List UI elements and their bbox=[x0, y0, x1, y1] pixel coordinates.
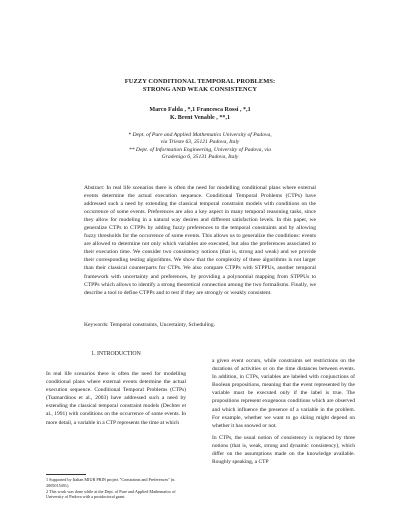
intro-paragraph: In CTPs, the usual notion of consistency is replaced by three notions (that is, weak, strong and dynamic consistency), which differ on the assumptions made on the knowledge available. Roughly speaking, a CTP bbox=[212, 434, 355, 466]
affiliation-line: via Trieste 63, 35121 Padova, Italy bbox=[160, 139, 240, 146]
affiliation-line: Gradenigo 6, 35131 Padova, Italy bbox=[161, 154, 239, 161]
keywords: Keywords: Temporal constraints, Uncertainty, Scheduling. bbox=[84, 322, 216, 328]
author-list bbox=[60, 106, 340, 122]
footnote: 1 Supported by Italian MIUR PRIN project "Constraints and Preferences" (n. 2005015491). bbox=[46, 477, 176, 488]
paper-title bbox=[60, 78, 340, 95]
title-line: STRONG AND WEAK CONSISTENCY bbox=[142, 86, 258, 94]
affiliation-line: * Dept. of Pure and Applied Mathematics University of Padova, bbox=[128, 132, 272, 138]
author-line: Marco Falda , *,1 Francesca Rossi , *,1 bbox=[149, 107, 251, 113]
intro-paragraph: a given event occurs, while constraints set restrictions on the durations of activities or on the time distances between events. In addition, in CTPs, variables are labeled with conjunctions of Boolean propositions, meaning that the event represented by the variable must be executed only if the label is true. The propositions represent exogenous conditions which are observed and which influence the presence of a variable in the problem. For example, whether we want to go skiing might depend on whether it has snowed or not. bbox=[212, 358, 355, 429]
footnotes bbox=[46, 477, 186, 500]
intro-right-column bbox=[212, 357, 355, 470]
section-heading: 1. INTRODUCTION bbox=[91, 351, 141, 357]
intro-left-column: In real life scenarios there is often the need for modelling conditional plans where external events determine the actual execution sequence. Conditional Temporal Problems (CTPs) (Tsamardinos et al., 2003) have addressed such a need by extending the classical temporal constraint models (Dechter et al., 1991) with conditions on the occurrence of some events. In more detail, a variable in a CTP represents the time at which bbox=[46, 371, 186, 426]
abstract: Abstract: In real life scenarios there is often the need for modelling conditional plans where external events determine the actual execution sequence. Conditional Temporal Problems (CTPs) have addressed such a need by extending the classical temporal constraint models with conditions on the occurrence of some events. Preferences are also a key aspect in many temporal reasoning tasks, since they allow for modeling in a natural way desires and different satisfaction levels. In this paper, we generalize CTPs to CTPPs by adding fuzzy preferences to the temporal constraints and by allowing fuzzy thresholds for the occurrence of some events. This allows us to generalize the conditions: events are allowed to determine not only which variables are executed, but also the preferences associated to their execution time. We consider two consistency notions (that is, strong and weak) and we provide their corresponding testing algorithms. We show that the complexity of these algorithms is not larger than their classical counterparts for CTPs. We also compare CTPPs with STPPUs, another temporal framework with uncertainty and preferences, by providing a polynomial mapping from STPPUs to CTPPs which allows to identify a strong theoretical connection among the two formalisms. Finally, we describe a tool to define CTPPs and to test if they are strongly or weakly consistent. bbox=[84, 185, 316, 296]
affiliation-line: ** Dept. of Information Engineering, University of Padova, via bbox=[128, 146, 272, 153]
footnote-divider bbox=[46, 474, 86, 475]
title-line: FUZZY CONDITIONAL TEMPORAL PROBLEMS: bbox=[124, 78, 276, 85]
footnote: 2 This work was done while at the Dept. of Pure and Applied Mathematics of University of Padova with a postdoctoral grant. bbox=[46, 488, 176, 500]
author-line: K. Brent Venable , **,1 bbox=[170, 115, 230, 122]
affiliations bbox=[60, 132, 340, 162]
